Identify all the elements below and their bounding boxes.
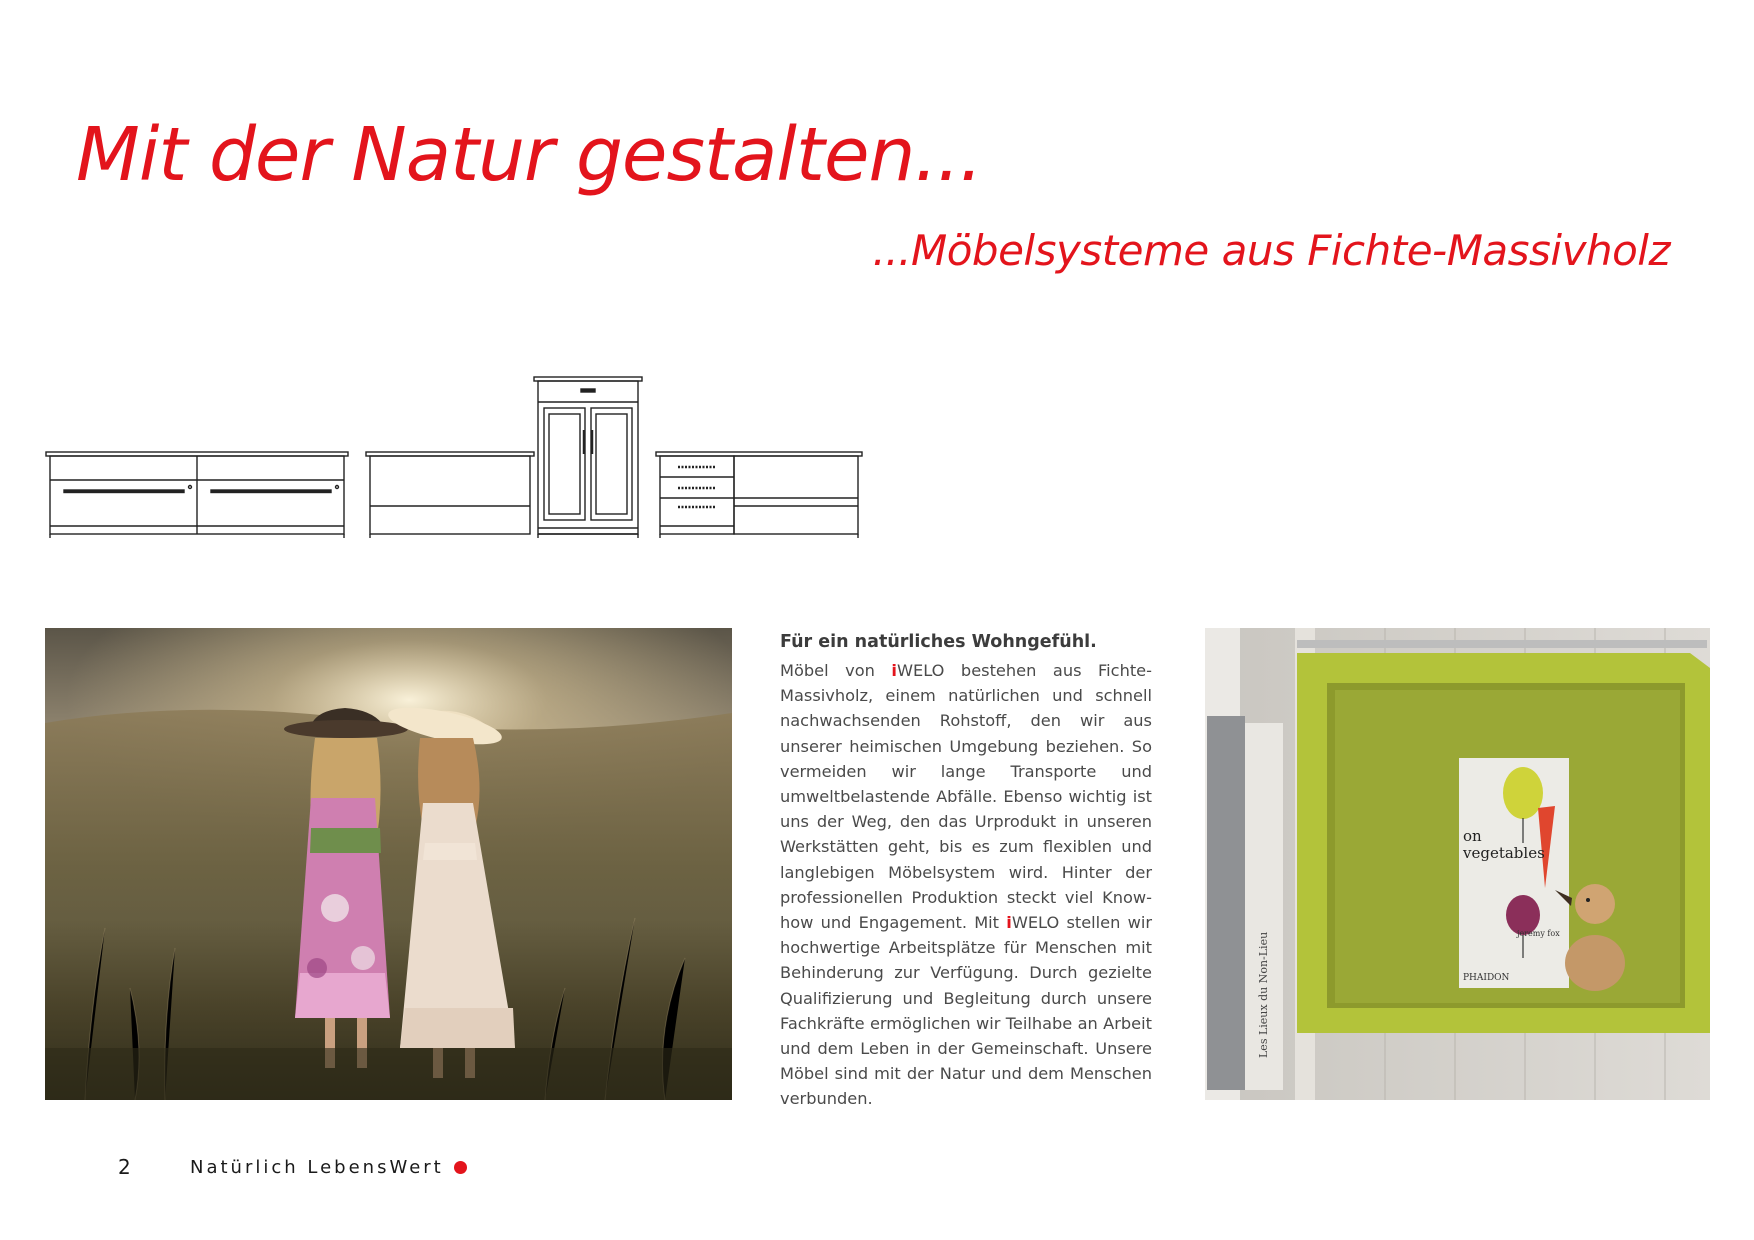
bench-drawing [366, 452, 534, 538]
cabinet-drawing [534, 377, 642, 538]
page-footer [118, 1153, 467, 1181]
vegetable-book [1459, 758, 1569, 988]
book-spine-text: Les Lieux du Non-Lieu [1257, 931, 1270, 1058]
red-dot-icon [454, 1161, 467, 1174]
photo-shelf-box [1205, 628, 1710, 1100]
photo-children-in-field [45, 628, 732, 1100]
article-text-column [780, 632, 1152, 1112]
footer-label: Natürlich LebensWert [190, 1156, 444, 1178]
books-upright [1207, 716, 1283, 1090]
page-number: 2 [118, 1155, 131, 1179]
article-text-part-1: Möbel von [780, 661, 892, 680]
brand-name-rest: WELO [1011, 913, 1060, 933]
desk-drawing [656, 452, 862, 538]
book-title-line-2: vegetables [1463, 844, 1545, 862]
article-heading: Für ein natürliches Wohngefühl. [780, 632, 1097, 652]
article-text-part-3: stellen wir hochwertige Arbeitsplätze für Menschen mit Behinderung zur Verfügung. Durch gezielte Qualifizierung und Begleitung durch unsere Fachkräfte ermöglichen wir Teilhabe an Arbeit und dem Leben in der Gemeinschaft. Unsere Möbel sind mit der Natur und dem Menschen verbunden. [780, 913, 1152, 1109]
furniture-line-drawings [40, 370, 870, 540]
page-subtitle: ...Möbelsysteme aus Fichte-Massivholz [872, 226, 1670, 275]
article-text-part-2: bestehen aus Fichte-Massivholz, einem natürlichen und schnell nachwachsenden Rohstoff, den wir aus unserer heimischen Umgebung beziehen. So vermeiden wir lange Transporte und umweltbelastende Abfälle. Ebenso wichtig ist uns der Weg, den das Urprodukt in unseren Werkstätten geht, bis es zum flexiblen und langlebigen Möbelsystem wird. Hinter der professionellen Produktion steckt viel Know-how und Engagement. Mit [780, 661, 1152, 933]
brand-i-letter: i [891, 661, 897, 680]
lowboard-drawing [46, 452, 348, 538]
brand-name-rest: WELO [896, 661, 945, 680]
book-title-line-1: on [1463, 827, 1482, 845]
book-author: jeremy fox [1517, 929, 1560, 938]
page-title: Mit der Natur gestalten... [76, 112, 982, 198]
book-publisher: PHAIDON [1463, 973, 1510, 983]
brand-i-letter: i [1006, 913, 1012, 933]
article-body [780, 658, 1152, 1112]
